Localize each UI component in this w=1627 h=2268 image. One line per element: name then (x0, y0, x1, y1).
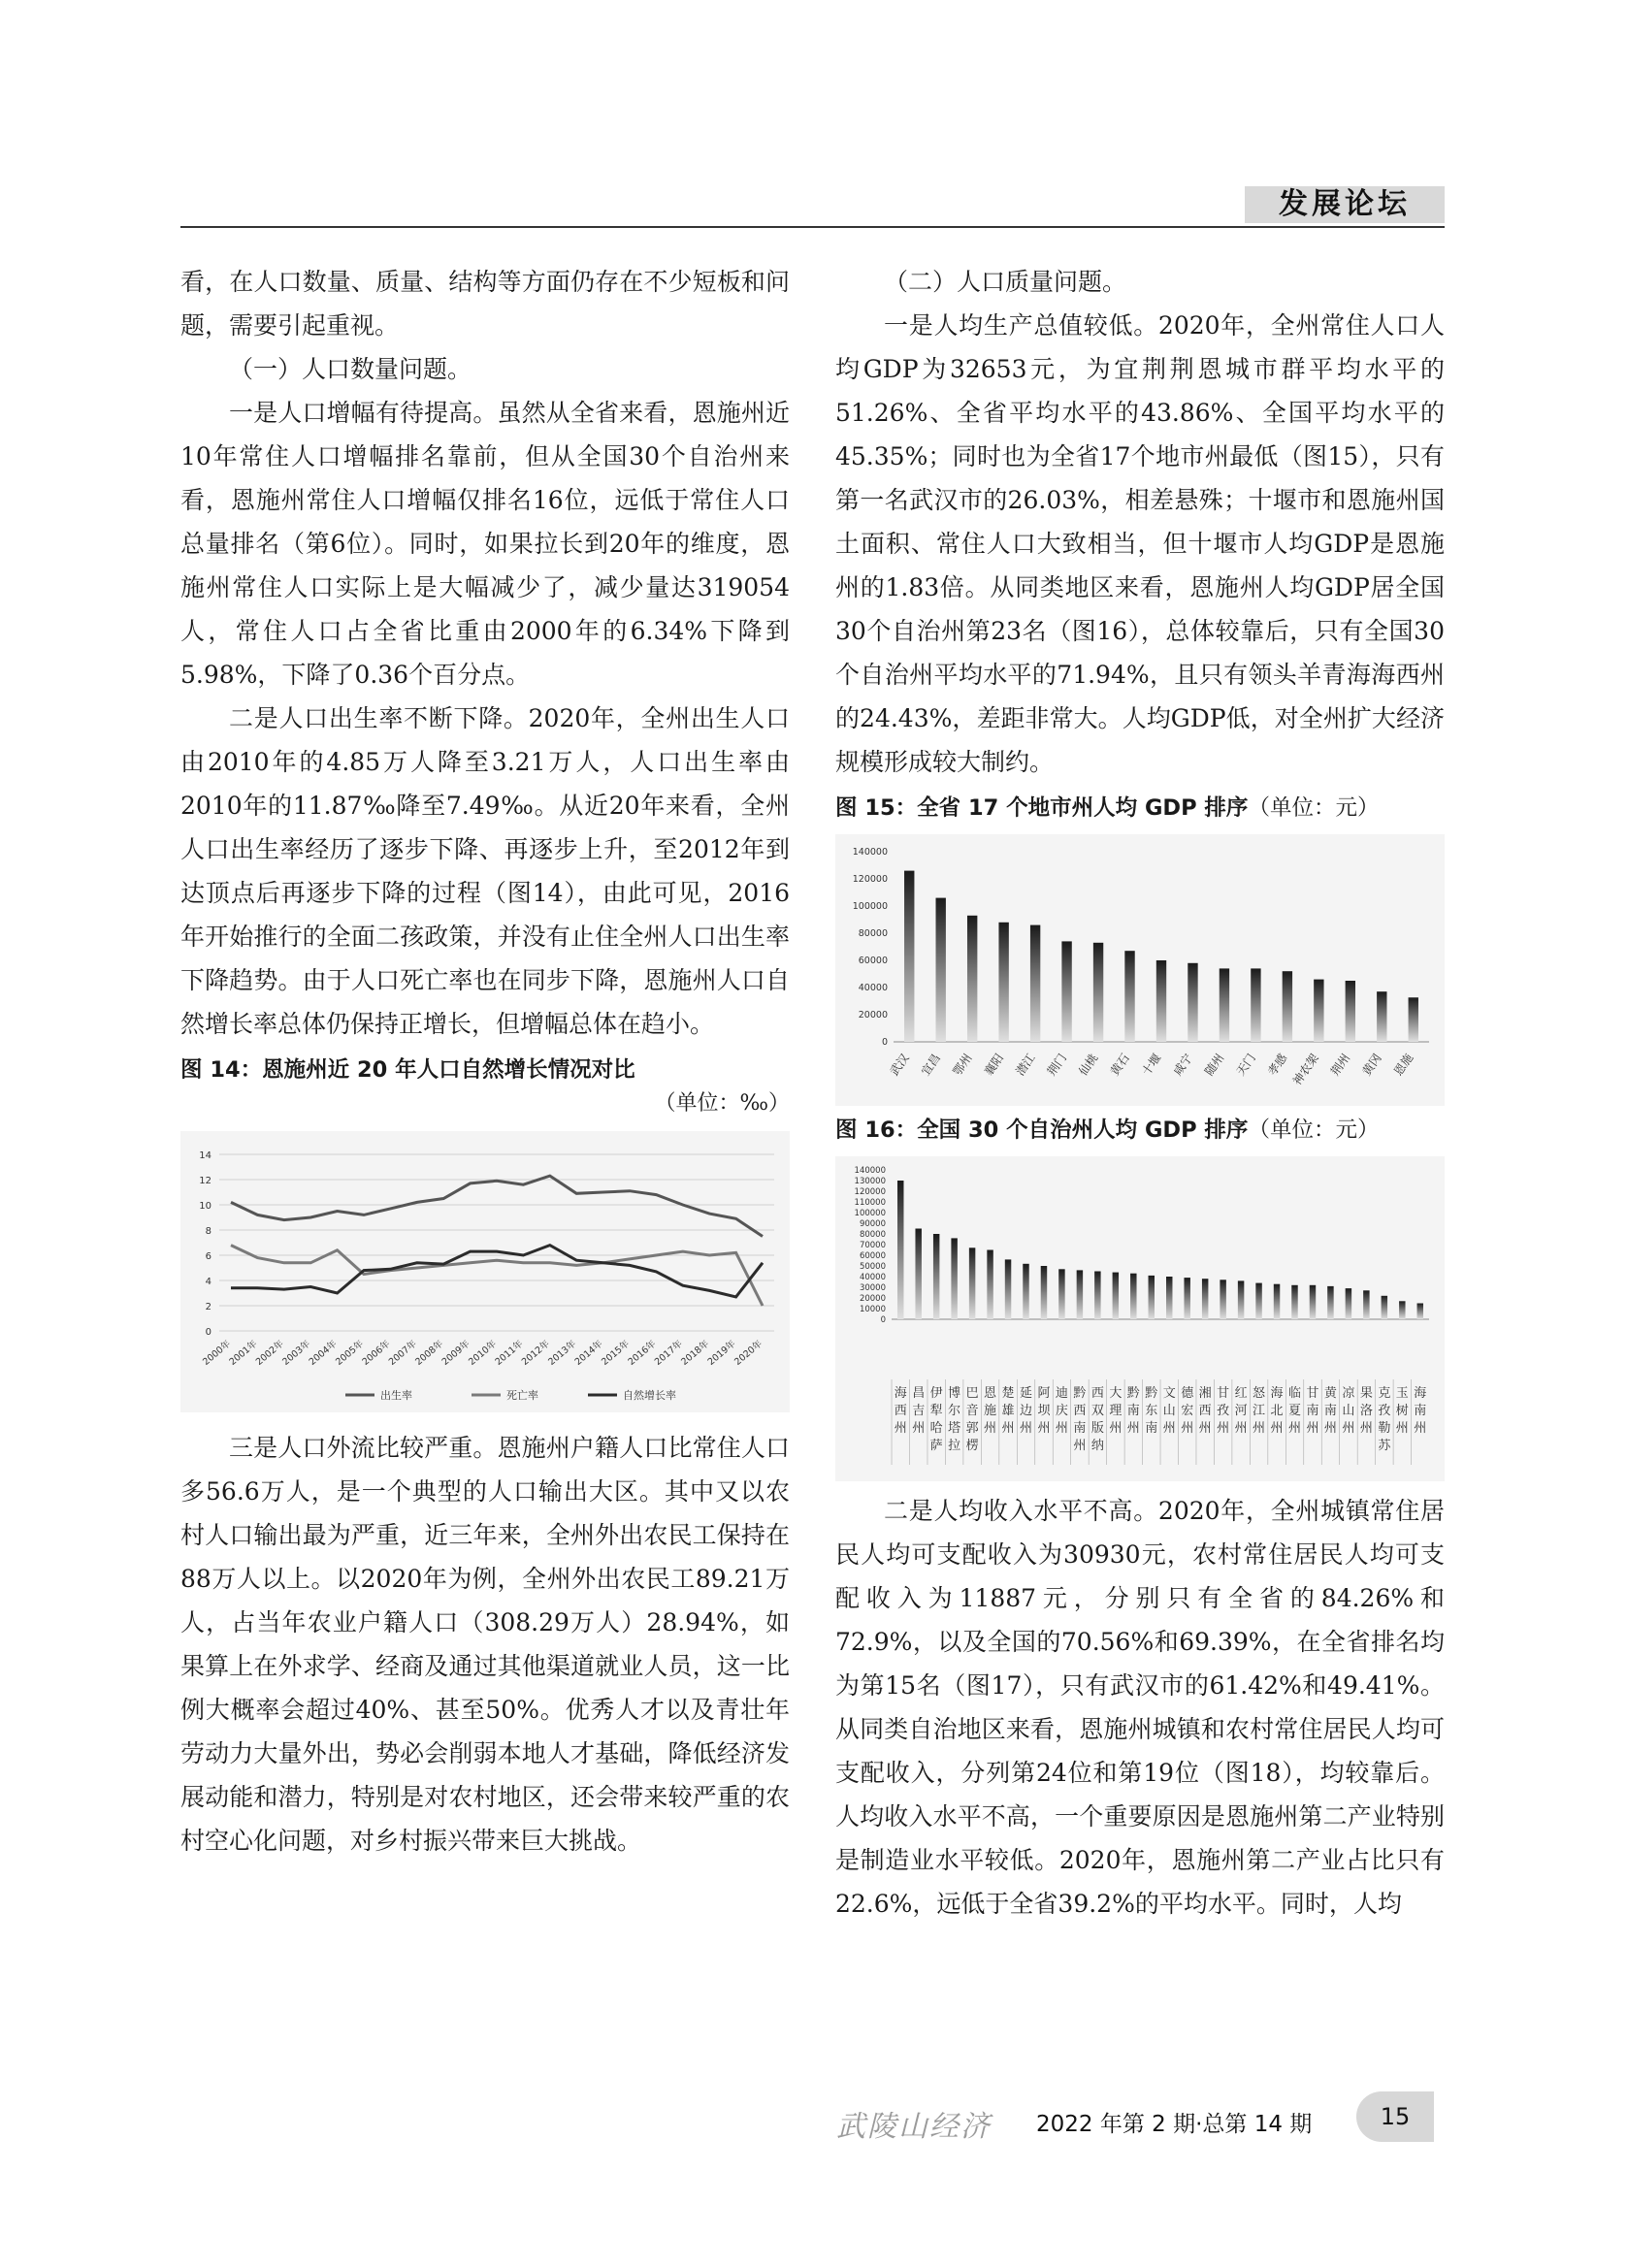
y-tick-label: 60000 (859, 1251, 886, 1261)
x-tick-label: 楞 (965, 1439, 979, 1453)
bar-宜昌 (936, 898, 946, 1042)
bar-恩施州 (987, 1250, 992, 1320)
figure14-chart (180, 1131, 790, 1412)
x-tick-label: 2013年 (546, 1338, 579, 1368)
bar-文山州 (1166, 1277, 1172, 1319)
y-tick-label: 40000 (859, 1273, 886, 1282)
bar-阿坝州 (1041, 1266, 1047, 1319)
x-tick-label: 洛 (1359, 1404, 1373, 1418)
x-tick-label: 孜 (1378, 1404, 1391, 1418)
bar-十堰 (1156, 960, 1166, 1042)
x-tick-label: 坝 (1037, 1404, 1051, 1418)
x-tick-label: 2000年 (201, 1338, 233, 1368)
bar-襄阳 (998, 923, 1008, 1042)
left-bottom-paragraphs (180, 1426, 790, 1863)
x-tick-label: 黄 (1323, 1386, 1337, 1401)
x-tick-label: 州 (1306, 1421, 1319, 1436)
x-tick-label: 西 (1198, 1404, 1212, 1418)
x-tick-label: 昌 (912, 1386, 926, 1401)
x-tick-label: 山 (1162, 1404, 1176, 1418)
bar-果洛州 (1363, 1290, 1369, 1319)
x-tick-label: 黔 (1145, 1386, 1158, 1401)
x-tick-label: 潜江 (1013, 1051, 1038, 1079)
x-tick-label: 十堰 (1139, 1051, 1164, 1079)
x-tick-label: 临 (1287, 1386, 1302, 1401)
x-tick-label: 2019年 (705, 1338, 738, 1368)
y-tick-label: 8 (205, 1226, 212, 1237)
journal-logo: 武陵山经济 (836, 2110, 992, 2144)
y-tick-label: 20000 (858, 1010, 888, 1021)
x-tick-label: 郭 (965, 1421, 979, 1436)
x-tick-label: 南 (1126, 1404, 1140, 1418)
x-tick-label: 州 (1073, 1439, 1087, 1453)
chart14-svg (180, 1131, 790, 1412)
x-tick-label: 果 (1359, 1386, 1373, 1401)
bar-大理州 (1113, 1273, 1119, 1319)
x-tick-label: 德 (1181, 1386, 1194, 1401)
paragraph: 看，在人口数量、质量、结构等方面仍存在不少短板和问题，需要引起重视。 (180, 268, 790, 340)
figure16-title-text: 图 16：全国 30 个自治州人均 GDP 排序 (835, 1118, 1249, 1143)
bar-黄南州 (1327, 1286, 1333, 1319)
x-tick-label: 2015年 (600, 1338, 632, 1368)
x-tick-label: 鄂州 (950, 1051, 975, 1079)
y-tick-label: 90000 (859, 1219, 886, 1229)
x-tick-label: 2017年 (652, 1338, 685, 1368)
x-tick-label: 博 (948, 1386, 961, 1401)
bar-黔西南州 (1077, 1270, 1083, 1319)
x-tick-label: 州 (1342, 1421, 1355, 1436)
x-tick-label: 犁 (929, 1404, 943, 1418)
legend-label: 出生率 (380, 1389, 412, 1402)
bar-迪庆州 (1058, 1269, 1064, 1319)
y-tick-label: 10000 (859, 1305, 886, 1314)
bar-克孜勒苏 (1382, 1296, 1387, 1319)
x-tick-label: 凉 (1342, 1386, 1355, 1401)
x-tick-label: 州 (1323, 1421, 1337, 1436)
figure16-unit: （单位：元） (1248, 1118, 1380, 1143)
left-column (180, 260, 790, 1863)
y-tick-label: 50000 (859, 1262, 886, 1272)
x-tick-label: 南 (1323, 1404, 1337, 1418)
bar-海南州 (1417, 1304, 1423, 1320)
x-tick-label: 州 (1126, 1421, 1140, 1436)
x-tick-label: 北 (1270, 1404, 1284, 1418)
x-tick-label: 恩施 (1390, 1051, 1416, 1079)
x-tick-label: 山 (1342, 1404, 1355, 1418)
bar-神农架 (1314, 980, 1323, 1042)
figure15-chart (835, 834, 1445, 1106)
x-tick-label: 州 (1414, 1421, 1427, 1436)
figure14-title: 图 14：恩施州近 20 年人口自然增长情况对比 (180, 1057, 635, 1083)
x-tick-label: 宜昌 (918, 1051, 944, 1079)
x-tick-label: 2012年 (519, 1338, 552, 1368)
y-tick-label: 30000 (859, 1283, 886, 1293)
x-tick-label: 宏 (1181, 1404, 1194, 1418)
x-tick-label: 塔 (948, 1421, 961, 1436)
x-tick-label: 州 (1359, 1421, 1373, 1436)
figure14-unit: （单位：‰） (654, 1091, 790, 1116)
x-tick-label: 2018年 (679, 1338, 712, 1368)
y-tick-label: 120000 (852, 874, 888, 885)
bar-海西州 (897, 1181, 903, 1319)
x-tick-label: 阿 (1037, 1386, 1051, 1401)
y-tick-label: 100000 (852, 901, 888, 912)
x-tick-label: 天门 (1233, 1051, 1258, 1079)
paragraph: 二是人均收入水平不高。2020年，全州城镇常住居民人均可支配收入为30930元，农村常住居民人均可支配收入为11887元，分别只有全省的84.26%和72.9%，以及全国的70.56%和69.39%，在全省排名均为第15名（图17），只有武汉市的61.42%和49.41%。从同类自治地区来看，恩施州城镇和农村常住居民人均可支配收入，分列第24位和第19位（图18），均较靠后。人均收入水平不高，一个重要原因是恩施州第二产业特别是制造业水平较低。2020年，恩施州第二产业占比只有22.6%，远低于全省39.2%的平均水平。同时，人均 (835, 1497, 1445, 1918)
x-tick-label: 武汉 (887, 1051, 912, 1079)
x-tick-label: 红 (1234, 1386, 1248, 1401)
x-tick-label: 南 (1306, 1404, 1319, 1418)
bar-仙桃 (1093, 943, 1103, 1042)
x-tick-label: 2010年 (467, 1338, 499, 1368)
bar-恩施 (1409, 997, 1418, 1042)
bar-博尔塔拉 (951, 1238, 957, 1319)
x-tick-label: 仙桃 (1076, 1051, 1101, 1079)
x-tick-label: 2009年 (439, 1338, 472, 1368)
y-tick-label: 80000 (859, 1230, 886, 1240)
x-tick-label: 伊 (929, 1386, 943, 1401)
y-tick-label: 80000 (858, 928, 888, 939)
x-tick-label: 甘 (1217, 1386, 1230, 1401)
x-tick-label: 州 (1287, 1421, 1302, 1436)
x-tick-label: 迪 (1055, 1386, 1068, 1401)
x-tick-label: 尔 (948, 1404, 961, 1418)
figure15-title (835, 792, 1445, 825)
x-tick-label: 西 (1090, 1386, 1104, 1401)
bar-黄冈 (1377, 991, 1386, 1042)
x-tick-label: 湘 (1198, 1386, 1212, 1401)
bar-潜江 (1030, 925, 1040, 1042)
y-tick-label: 2 (205, 1302, 212, 1312)
bar-玉树州 (1399, 1301, 1405, 1319)
x-tick-label: 2007年 (386, 1338, 419, 1368)
x-tick-label: 施 (984, 1404, 997, 1418)
x-tick-label: 州 (1217, 1421, 1230, 1436)
x-tick-label: 文 (1162, 1386, 1176, 1401)
bar-楚雄州 (1005, 1259, 1011, 1319)
y-tick-label: 60000 (858, 956, 888, 966)
x-tick-label: 大 (1109, 1386, 1123, 1401)
x-tick-label: 哈 (929, 1421, 943, 1436)
y-tick-label: 0 (880, 1315, 886, 1325)
x-tick-label: 版 (1090, 1421, 1104, 1436)
bar-天门 (1251, 968, 1260, 1042)
x-tick-label: 州 (912, 1421, 926, 1436)
x-tick-label: 树 (1395, 1404, 1409, 1418)
bar-黔南州 (1130, 1274, 1136, 1319)
y-tick-label: 14 (199, 1150, 212, 1161)
left-top-paragraphs (180, 260, 790, 1046)
x-tick-label: 黔 (1073, 1386, 1087, 1401)
y-tick-label: 100000 (854, 1209, 886, 1218)
bar-怒江州 (1255, 1283, 1261, 1319)
x-tick-label: 孝感 (1265, 1051, 1290, 1079)
x-tick-label: 2011年 (493, 1338, 526, 1368)
x-tick-label: 黄石 (1107, 1051, 1132, 1079)
figure15-unit: （单位：元） (1248, 795, 1380, 821)
bar-凉山州 (1346, 1288, 1351, 1319)
x-tick-label: 州 (1198, 1421, 1212, 1436)
x-tick-label: 襄阳 (981, 1051, 1007, 1079)
paragraph: 三是人口外流比较严重。恩施州户籍人口比常住人口多56.6万人，是一个典型的人口输出大区。其中又以农村人口输出最为严重，近三年来，全州外出农民工保持在88万人以上。以2020年为例，全州外出农民工89.21万人，占当年农业户籍人口（308.29万人）28.94%，如果算上在外求学、经商及通过其他渠道就业人员，这一比例大概率会超过40%、甚至50%。优秀人才以及青壮年劳动力大量外出，势必会削弱本地人才基础，降低经济发展动能和潜力，特别是对农村地区，还会带来较严重的农村空心化问题，对乡村振兴带来巨大挑战。 (180, 1434, 790, 1855)
x-tick-label: 勒 (1378, 1421, 1391, 1436)
x-tick-label: 咸宁 (1170, 1051, 1195, 1079)
right-column (835, 260, 1445, 1926)
y-tick-label: 4 (205, 1277, 212, 1287)
x-tick-label: 2016年 (626, 1338, 659, 1368)
bar-武汉 (904, 871, 914, 1042)
bar-海北州 (1274, 1284, 1280, 1319)
x-tick-label: 南 (1145, 1421, 1158, 1436)
y-tick-label: 6 (205, 1251, 212, 1262)
paragraph: 一是人均生产总值较低。2020年，全州常住人口人均GDP为32653元，为宜荆荆恩城市群平均水平的51.26%、全省平均水平的43.86%、全国平均水平的45.35%；同时也为全省17个地市州最低（图15），只有第一名武汉市的26.03%，相差悬殊；十堰市和恩施州国土面积、常住人口大致相当，但十堰市人均GDP是恩施州的1.83倍。从同类地区来看，恩施州人均GDP居全国30个自治州第23名（图16），总体较靠后，只有全国30个自治州平均水平的71.94%，且只有领头羊青海海西州的24.43%，差距非常大。人均GDP低，对全州扩大经济规模形成较大制约。 (835, 311, 1445, 776)
series-line-1 (231, 1246, 763, 1306)
x-tick-label: 州 (1181, 1421, 1194, 1436)
y-tick-label: 0 (205, 1327, 212, 1338)
x-tick-label: 州 (1001, 1421, 1015, 1436)
y-tick-label: 130000 (854, 1177, 886, 1186)
x-tick-label: 神农架 (1289, 1051, 1321, 1088)
chart15-svg (835, 834, 1445, 1106)
x-tick-label: 州 (1253, 1421, 1266, 1436)
x-tick-label: 州 (1055, 1421, 1068, 1436)
right-top-paragraphs (835, 260, 1445, 784)
x-tick-label: 海 (1270, 1386, 1284, 1401)
x-tick-label: 雄 (1001, 1404, 1015, 1418)
bar-黄石 (1124, 951, 1134, 1042)
x-tick-label: 夏 (1287, 1404, 1302, 1418)
x-tick-label: 州 (1270, 1421, 1284, 1436)
x-tick-label: 荆门 (1044, 1051, 1070, 1079)
x-tick-label: 州 (1019, 1421, 1033, 1436)
x-tick-label: 2014年 (572, 1338, 605, 1368)
x-tick-label: 甘 (1306, 1386, 1319, 1401)
bar-咸宁 (1188, 963, 1197, 1042)
x-tick-label: 2004年 (307, 1338, 340, 1368)
x-tick-label: 恩 (984, 1386, 997, 1401)
x-tick-label: 黄冈 (1359, 1051, 1384, 1079)
x-tick-label: 怒 (1253, 1386, 1266, 1401)
x-tick-label: 2005年 (334, 1338, 366, 1368)
bar-湘西州 (1202, 1279, 1208, 1319)
x-tick-label: 西 (894, 1404, 907, 1418)
bar-甘南州 (1310, 1285, 1316, 1319)
x-tick-label: 海 (894, 1386, 907, 1401)
bar-荆门 (1061, 941, 1071, 1042)
bar-巴音郭楞 (969, 1247, 975, 1319)
x-tick-label: 州 (1109, 1421, 1123, 1436)
x-tick-label: 2002年 (253, 1338, 286, 1368)
paragraph: 一是人口增幅有待提高。虽然从全省来看，恩施州近10年常住人口增幅排名靠前，但从全国30个自治州来看，恩施州常住人口增幅仅排名16位，远低于常住人口总量排名（第6位）。同时，如果拉长到20年的维度，恩施州常住人口实际上是大幅减少了，减少量达319054人，常住人口占全省比重由2000年的6.34%下降到5.98%，下降了0.36个百分点。 (180, 399, 790, 689)
x-tick-label: 海 (1414, 1386, 1427, 1401)
y-tick-label: 0 (881, 1037, 888, 1048)
x-tick-label: 2006年 (360, 1338, 393, 1368)
bar-红河州 (1238, 1280, 1244, 1319)
y-tick-label: 140000 (854, 1166, 886, 1176)
x-tick-label: 理 (1109, 1404, 1123, 1418)
x-tick-label: 随州 (1202, 1051, 1227, 1079)
series-line-0 (231, 1176, 763, 1236)
header-rule (180, 226, 1445, 228)
section-tag: 发展论坛 (1245, 186, 1445, 223)
bar-临夏州 (1291, 1285, 1297, 1319)
bar-荆州 (1346, 981, 1355, 1042)
x-tick-label: 州 (1037, 1421, 1051, 1436)
bar-伊犁哈萨克 (933, 1234, 939, 1319)
paragraph: 二是人口出生率不断下降。2020年，全州出生人口由2010年的4.85万人降至3.21万人，人口出生率由2010年的11.87‰降至7.49‰。从近20年来看，全州人口出生率经历了逐步下降、再逐步上升，至2012年到达顶点后再逐步下降的过程（图14），由此可见，2016年开始推行的全面二孩政策，并没有止住全州人口出生率下降趋势。由于人口死亡率也在同步下降，恩施州人口自然增长率总体仍保持正增长，但增幅总体在趋小。 (180, 704, 790, 1038)
page-number: 15 (1356, 2091, 1434, 2142)
figure16-chart (835, 1156, 1445, 1481)
x-tick-label: 西 (1073, 1404, 1087, 1418)
x-tick-label: 南 (1073, 1421, 1087, 1436)
x-tick-label: 延 (1019, 1386, 1033, 1401)
x-tick-label: 孜 (1217, 1404, 1230, 1418)
x-tick-label: 音 (965, 1404, 979, 1418)
y-tick-label: 110000 (854, 1198, 886, 1208)
y-tick-label: 70000 (859, 1241, 886, 1250)
bar-黔东南 (1149, 1276, 1155, 1319)
figure15-title-text: 图 15：全省 17 个地市州人均 GDP 排序 (835, 795, 1249, 821)
y-tick-label: 10 (199, 1201, 212, 1212)
x-tick-label: 州 (984, 1421, 997, 1436)
x-tick-label: 边 (1019, 1404, 1033, 1418)
issue-text: 2022 年第 2 期·总第 14 期 (1036, 2112, 1313, 2137)
x-tick-label: 江 (1253, 1404, 1266, 1418)
paragraph: （二）人口质量问题。 (884, 268, 1127, 296)
x-tick-label: 吉 (912, 1404, 926, 1418)
bar-德宏州 (1184, 1278, 1189, 1319)
bar-孝感 (1283, 971, 1292, 1042)
legend-label: 死亡率 (506, 1389, 538, 1402)
figure16-title (835, 1114, 1445, 1147)
bar-延边州 (1023, 1264, 1028, 1319)
x-tick-label: 纳 (1090, 1439, 1104, 1453)
x-tick-label: 拉 (948, 1439, 961, 1453)
x-tick-label: 苏 (1378, 1439, 1391, 1453)
bar-西双版纳 (1094, 1272, 1100, 1320)
x-tick-label: 东 (1145, 1404, 1158, 1418)
y-tick-label: 140000 (852, 847, 888, 858)
bar-鄂州 (967, 916, 977, 1042)
y-tick-label: 40000 (858, 983, 888, 993)
y-tick-label: 120000 (854, 1187, 886, 1197)
x-tick-label: 萨 (929, 1439, 943, 1453)
x-tick-label: 黔 (1126, 1386, 1140, 1401)
x-tick-label: 2008年 (413, 1338, 446, 1368)
y-tick-label: 12 (199, 1176, 212, 1186)
x-tick-label: 州 (1395, 1421, 1409, 1436)
x-tick-label: 南 (1414, 1404, 1427, 1418)
bar-昌吉州 (915, 1229, 921, 1320)
x-tick-label: 玉 (1395, 1386, 1409, 1401)
right-bottom-paragraphs (835, 1489, 1445, 1926)
x-tick-label: 州 (894, 1421, 907, 1436)
x-tick-label: 州 (1234, 1421, 1248, 1436)
x-tick-label: 庆 (1055, 1404, 1068, 1418)
chart16-svg (835, 1156, 1445, 1481)
x-tick-label: 2003年 (280, 1338, 313, 1368)
x-tick-label: 荆州 (1328, 1051, 1353, 1079)
bar-甘孜州 (1220, 1280, 1225, 1319)
x-tick-label: 州 (1162, 1421, 1176, 1436)
x-tick-label: 2001年 (227, 1338, 260, 1368)
x-tick-label: 楚 (1001, 1386, 1015, 1401)
x-tick-label: 河 (1234, 1404, 1248, 1418)
y-tick-label: 20000 (859, 1294, 886, 1304)
bar-随州 (1220, 968, 1229, 1042)
x-tick-label: 双 (1090, 1404, 1104, 1418)
paragraph: （一）人口数量问题。 (229, 355, 472, 383)
x-tick-label: 巴 (965, 1386, 979, 1401)
legend-label: 自然增长率 (623, 1389, 676, 1402)
x-tick-label: 2020年 (732, 1338, 765, 1368)
x-tick-label: 克 (1378, 1386, 1391, 1401)
